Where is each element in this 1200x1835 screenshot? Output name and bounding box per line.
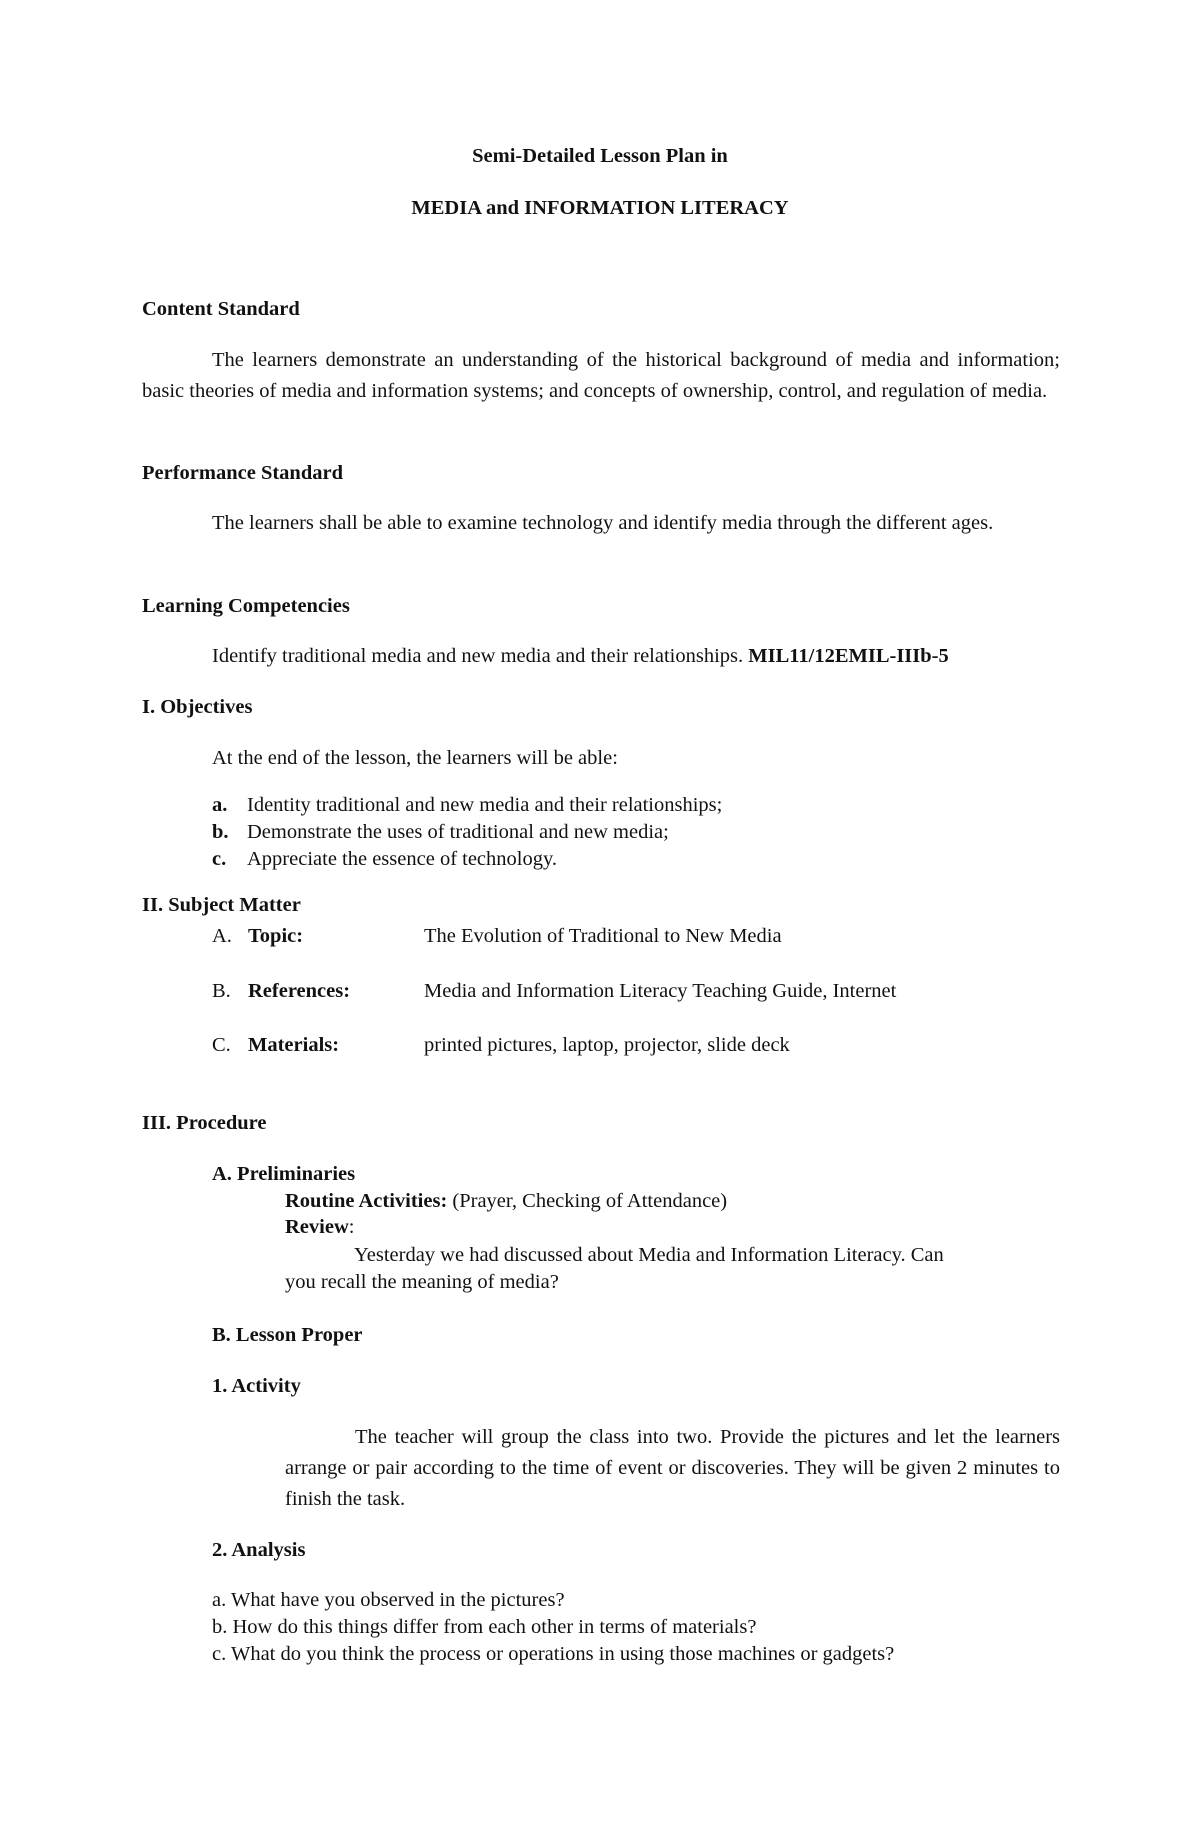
subject-marker-c: C. (212, 1034, 231, 1056)
topic-label: Topic: (248, 925, 304, 947)
review-question-line1: Yesterday we had discussed about Media and Information Literacy. Can (354, 1244, 944, 1266)
review-colon: : (348, 1216, 355, 1238)
review-line (285, 1214, 354, 1241)
preliminaries-heading: A. Preliminaries (212, 1163, 356, 1185)
objective-marker-a: a. (212, 794, 228, 816)
routine-activities-line (285, 1188, 727, 1215)
subject-marker-b: B. (212, 980, 231, 1002)
activity-heading: 1. Activity (212, 1375, 301, 1397)
subject-marker-a: A. (212, 925, 232, 947)
learning-competencies-heading: Learning Competencies (142, 595, 350, 617)
document-subject: MEDIA and INFORMATION LITERACY (411, 197, 789, 219)
objective-item-b: Demonstrate the uses of traditional and new media; (247, 821, 669, 843)
analysis-heading: 2. Analysis (212, 1539, 306, 1561)
objectives-intro: At the end of the lesson, the learners will be able: (212, 747, 618, 769)
competency-text: Identify traditional media and new media and their relationships. (212, 645, 744, 667)
objective-item-a: Identity traditional and new media and their relationships; (247, 794, 723, 816)
materials-label: Materials: (248, 1034, 340, 1056)
references-value: Media and Information Literacy Teaching Guide, Internet (424, 980, 897, 1002)
subject-matter-heading: II. Subject Matter (142, 894, 301, 916)
review-question-line2: you recall the meaning of media? (285, 1271, 559, 1293)
document-title: Semi-Detailed Lesson Plan in (472, 145, 728, 167)
objective-marker-b: b. (212, 821, 229, 843)
objective-item-c: Appreciate the essence of technology. (247, 848, 558, 870)
objectives-heading: I. Objectives (142, 696, 253, 718)
analysis-question-c: c. What do you think the process or operations in using those machines or gadgets? (212, 1643, 895, 1665)
topic-value: The Evolution of Traditional to New Media (424, 925, 782, 947)
routine-activities-text: (Prayer, Checking of Attendance) (452, 1190, 728, 1212)
references-label: References: (248, 980, 351, 1002)
analysis-question-a: a. What have you observed in the pictures? (212, 1589, 565, 1611)
procedure-heading: III. Procedure (142, 1112, 267, 1134)
review-label: Review (285, 1216, 349, 1238)
lesson-proper-heading: B. Lesson Proper (212, 1324, 363, 1346)
routine-activities-label: Routine Activities: (285, 1190, 448, 1212)
content-standard-text: The learners demonstrate an understanding of the historical background of media and information; basic theories of media and information systems; and concepts of ownership, control, and regulation of media. (142, 349, 1060, 402)
performance-standard-heading: Performance Standard (142, 462, 343, 484)
performance-standard-text: The learners shall be able to examine technology and identify media through the different ages. (212, 512, 994, 534)
content-standard-heading: Content Standard (142, 298, 300, 320)
competency-code: MIL11/12EMIL-IIIb-5 (748, 645, 949, 667)
analysis-question-b: b. How do this things differ from each other in terms of materials? (212, 1616, 757, 1638)
materials-value: printed pictures, laptop, projector, slide deck (424, 1034, 790, 1056)
learning-competency-statement (212, 643, 949, 670)
objective-marker-c: c. (212, 848, 227, 870)
activity-text: The teacher will group the class into two. Provide the pictures and let the learners arrange or pair according to the time of event or discoveries. They will be given 2 minutes to finish the task. (285, 1426, 1060, 1510)
